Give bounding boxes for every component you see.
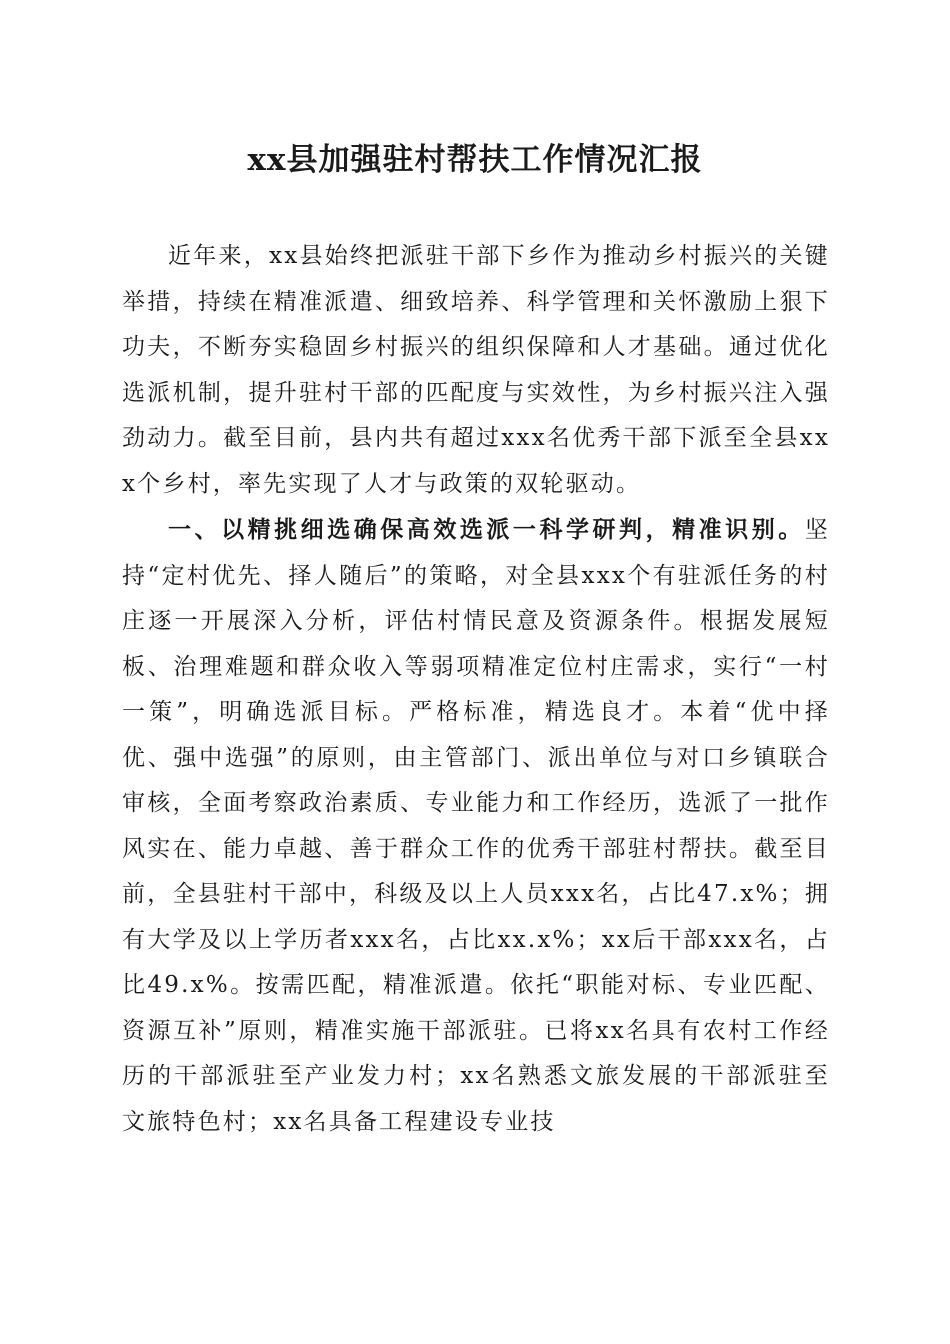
section-one-heading: 一、以精挑细选确保高效选派一科学研判，精准识别。: [168, 516, 805, 543]
document-body: [122, 234, 830, 1145]
intro-paragraph-text: 近年来，xx县始终把派驻干部下乡作为推动乡村振兴的关键举措，持续在精准派遣、细致培养、科学管理和关怀激励上狠下功夫，不断夯实稳固乡村振兴的组织保障和人才基础。通过优化选派机制，提升驻村干部的匹配度与实效性，为乡村振兴注入强劲动力。截至目前，县内共有超过xxx名优秀干部下派至全县xxx个乡村，率先实现了人才与政策的双轮驱动。: [122, 243, 830, 497]
intro-paragraph: [122, 234, 830, 507]
section-one-paragraph: [122, 507, 830, 1145]
section-one-text: 坚持“定村优先、择人随后”的策略，对全县xxx个有驻派任务的村庄逐一开展深入分析，评估村情民意及资源条件。根据发展短板、治理难题和群众收入等弱项精准定位村庄需求，实行“一村一策”，明确选派目标。严格标准，精选良才。本着“优中择优、强中选强”的原则，由主管部门、派出单位与对口乡镇联合审核，全面考察政治素质、专业能力和工作经历，选派了一批作风实在、能力卓越、善于群众工作的优秀干部驻村帮扶。截至目前，全县驻村干部中，科级及以上人员xxx名，占比47.x%；拥有大学及以上学历者xxx名，占比xx.x%；xx后干部xxx名，占比49.x%。按需匹配，精准派遣。依托“职能对标、专业匹配、资源互补”原则，精准实施干部派驻。已将xx名具有农村工作经历的干部派驻至产业发力村；xx名熟悉文旅发展的干部派驻至文旅特色村；xx名具备工程建设专业技: [122, 517, 830, 1135]
document-title: xx县加强驻村帮扶工作情况汇报: [247, 142, 703, 178]
